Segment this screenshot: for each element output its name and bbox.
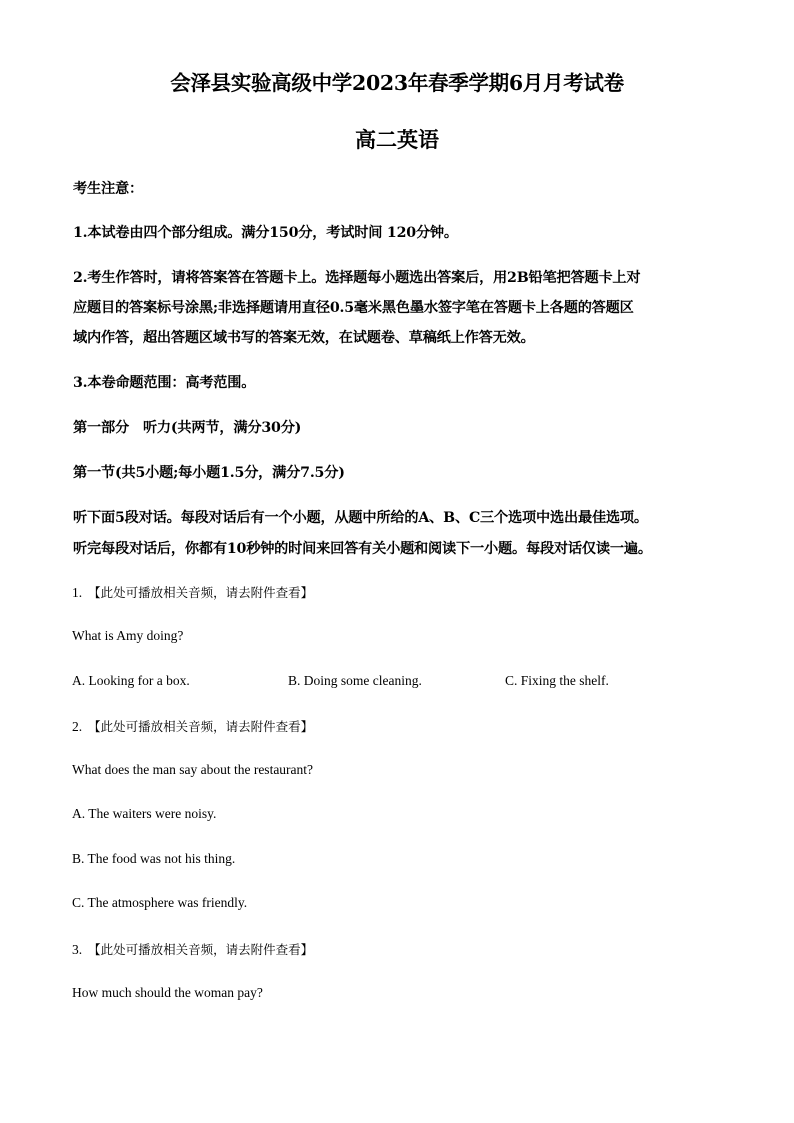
question-2-option-b: B. The food was not his thing. xyxy=(72,851,236,866)
notice-item-2-line-1: 2.考生作答时，请将答案答在答题卡上。选择题每小题选出答案后，用2B铅笔把答题卡上对 xyxy=(73,270,641,286)
instructions-line-1: 听下面5段对话。每段对话后有一个小题，从题中所给的A、B、C三个选项中选出最佳选项。 xyxy=(73,510,648,526)
question-2-option-c: C. The atmosphere was friendly. xyxy=(72,895,248,910)
audio-note: 【此处可播放相关音频，请去附件查看】 xyxy=(88,942,314,957)
question-2-text: What does the man say about the restaurant? xyxy=(72,762,314,777)
question-1-text: What is Amy doing? xyxy=(72,628,184,643)
section-heading: 第一节(共5小题;每小题1.5分，满分7.5分) xyxy=(73,465,345,481)
question-1-option-b: B. Doing some cleaning. xyxy=(288,673,422,688)
part-heading: 第一部分 听力(共两节，满分30分) xyxy=(73,420,302,436)
notice-item-3: 3.本卷命题范围：高考范围。 xyxy=(73,375,256,391)
question-1-option-a: A. Looking for a box. xyxy=(72,673,190,688)
notice-heading: 考生注意： xyxy=(73,181,143,197)
exam-subtitle: 高二英语 xyxy=(355,127,439,152)
audio-note: 【此处可播放相关音频，请去附件查看】 xyxy=(88,719,314,734)
question-number: 1. xyxy=(72,585,83,600)
question-2-option-a: A. The waiters were noisy. xyxy=(72,806,217,821)
question-number: 3. xyxy=(72,942,83,957)
notice-item-1: 1.本试卷由四个部分组成。满分150分，考试时间 120分钟。 xyxy=(73,225,458,241)
exam-title: 会泽县实验高级中学2023年春季学期6月月考试卷 xyxy=(170,71,624,95)
question-number: 2. xyxy=(72,719,83,734)
question-2-audio xyxy=(72,717,313,735)
audio-note: 【此处可播放相关音频，请去附件查看】 xyxy=(88,585,314,600)
question-1-audio xyxy=(72,583,313,601)
question-3-text: How much should the woman pay? xyxy=(72,985,263,1000)
question-1-option-c: C. Fixing the shelf. xyxy=(505,673,609,688)
instructions-line-2: 听完每段对话后，你都有10秒钟的时间来回答有关小题和阅读下一小题。每段对话仅读一遍。 xyxy=(73,541,652,557)
notice-item-2-line-2: 应题目的答案标号涂黑;非选择题请用直径0.5毫米黑色墨水签字笔在答题卡上各题的答题区 xyxy=(73,300,634,316)
question-3-audio xyxy=(72,940,313,958)
notice-item-2-line-3: 域内作答，超出答题区域书写的答案无效，在试题卷、草稿纸上作答无效。 xyxy=(73,330,535,346)
